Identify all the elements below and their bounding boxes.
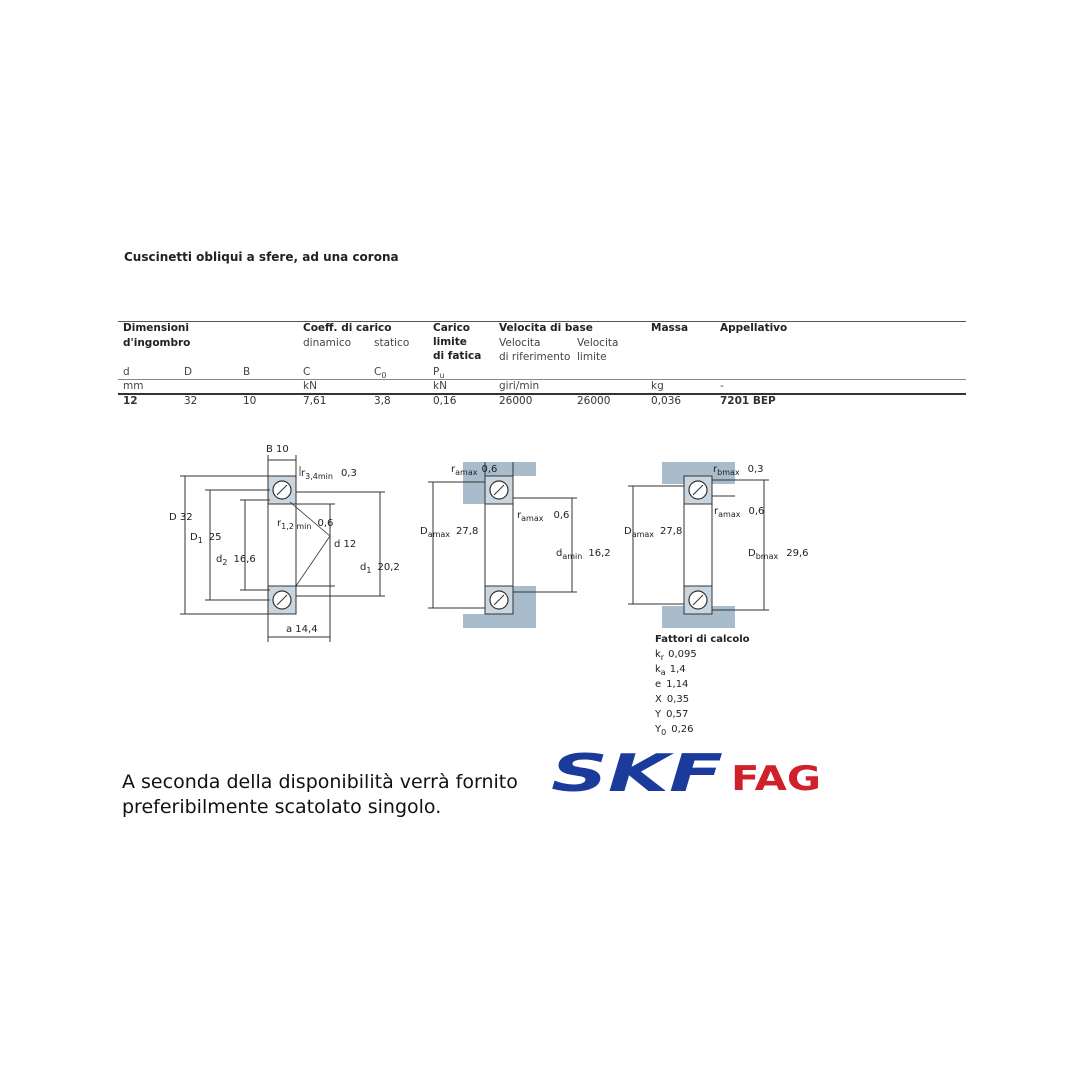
symbol-C: C (303, 366, 311, 378)
value-D: 32 (184, 395, 198, 407)
page-title: Cuscinetti obliqui a sfere, ad una corona (124, 250, 399, 264)
symbol-B: B (243, 366, 251, 378)
housing-bottom (463, 614, 536, 628)
dim-d1: $d_1$ 20,2 (360, 562, 400, 575)
header-statico: statico (374, 337, 410, 349)
header-vel-rif-2: di riferimento (499, 351, 571, 363)
header-massa: Massa (651, 322, 689, 334)
dim-d: d 12 (334, 539, 357, 550)
value-C0: 3,8 (374, 395, 391, 407)
value-appellativo: 7201 BEP (720, 395, 776, 407)
value-B: 10 (243, 395, 257, 407)
dim-D: D 32 (169, 512, 193, 523)
header-velocita: Velocita di base (499, 322, 593, 334)
availability-note: A seconda della disponibilità verrà fornito preferibilmente scatolato singolo. (122, 771, 518, 818)
unit-kg: kg (651, 380, 664, 392)
svg-text:FAG: FAG (731, 759, 821, 799)
header-carico-2: limite (433, 336, 467, 348)
symbol-D: D (184, 366, 193, 378)
value-C: 7,61 (303, 395, 327, 407)
dim-a: a 14,4 (286, 624, 318, 635)
value-Pu: 0,16 (433, 395, 457, 407)
header-dinamico: dinamico (303, 337, 352, 349)
unit-kN-C: kN (303, 380, 317, 392)
symbol-Pu: $P_u$ (433, 366, 445, 381)
diagram-bearing-dimensions (169, 444, 400, 642)
calc-factors (654, 634, 750, 737)
header-vel-lim-2: limite (577, 351, 607, 363)
header-dimensioni-1: Dimensioni (123, 322, 189, 334)
header-coeff: Coeff. di carico (303, 322, 392, 334)
factor-kr: $k_r$ 0,095 (655, 649, 697, 662)
header-vel-lim-1: Velocita (577, 337, 619, 349)
skf-logo (551, 744, 723, 804)
dim-ramax-top: $r_{amax}$ 0,6 (451, 464, 498, 477)
unit-dash: - (720, 380, 724, 392)
symbol-d: d (123, 366, 130, 378)
dim-D1: $D_1$ 25 (190, 532, 222, 545)
dim-r12: $r_{1,2 min}$ 0,6 (277, 518, 334, 531)
dim-rbmax: $r_{bmax}$ 0,3 (713, 464, 764, 477)
factors-title: Fattori di calcolo (655, 634, 750, 645)
value-vel-lim: 26000 (577, 395, 611, 407)
dim-Dbmax: $D_{bmax}$ 29,6 (748, 548, 809, 561)
dim-Damax: $D_{amax}$ 27,8 (420, 526, 479, 539)
value-vel-rif: 26000 (499, 395, 533, 407)
value-d: 12 (123, 395, 138, 407)
header-vel-rif-1: Velocita (499, 337, 541, 349)
unit-giri: giri/min (499, 380, 540, 392)
header-carico-1: Carico (433, 322, 471, 334)
header-appellativo: Appellativo (720, 322, 788, 334)
header-carico-3: di fatica (433, 350, 482, 362)
fag-logo (731, 759, 821, 799)
factor-X: X 0,35 (655, 694, 690, 705)
dim-Damax-3: $D_{amax}$ 27,8 (624, 526, 683, 539)
diagram-housing-abutment (624, 462, 808, 628)
unit-mm: mm (123, 380, 144, 392)
header-dimensioni-2: d'ingombro (123, 337, 191, 349)
factor-e: e 1,14 (655, 679, 689, 690)
symbol-C0: $C_0$ (374, 366, 387, 381)
dim-B: B 10 (266, 444, 289, 455)
factor-Y: Y 0,57 (655, 709, 689, 720)
dim-r34: $r_{3,4min}$ 0,3 (301, 468, 357, 481)
factor-ka: $k_a$ 1,4 (655, 664, 686, 677)
svg-text:SKF: SKF (551, 744, 723, 804)
dim-ramax: $r_{amax}$ 0,6 (517, 510, 570, 523)
unit-kN-P: kN (433, 380, 447, 392)
dim-d2: $d_2$ 16,6 (216, 554, 256, 567)
diagram-shaft-abutment (420, 462, 611, 628)
value-massa: 0,036 (651, 395, 682, 407)
dim-ramax-3: $r_{amax}$ 0,6 (714, 506, 765, 519)
dim-damin: $d_{amin}$ 16,2 (556, 548, 611, 561)
factor-Y0: $Y_0$ 0,26 (655, 724, 694, 737)
